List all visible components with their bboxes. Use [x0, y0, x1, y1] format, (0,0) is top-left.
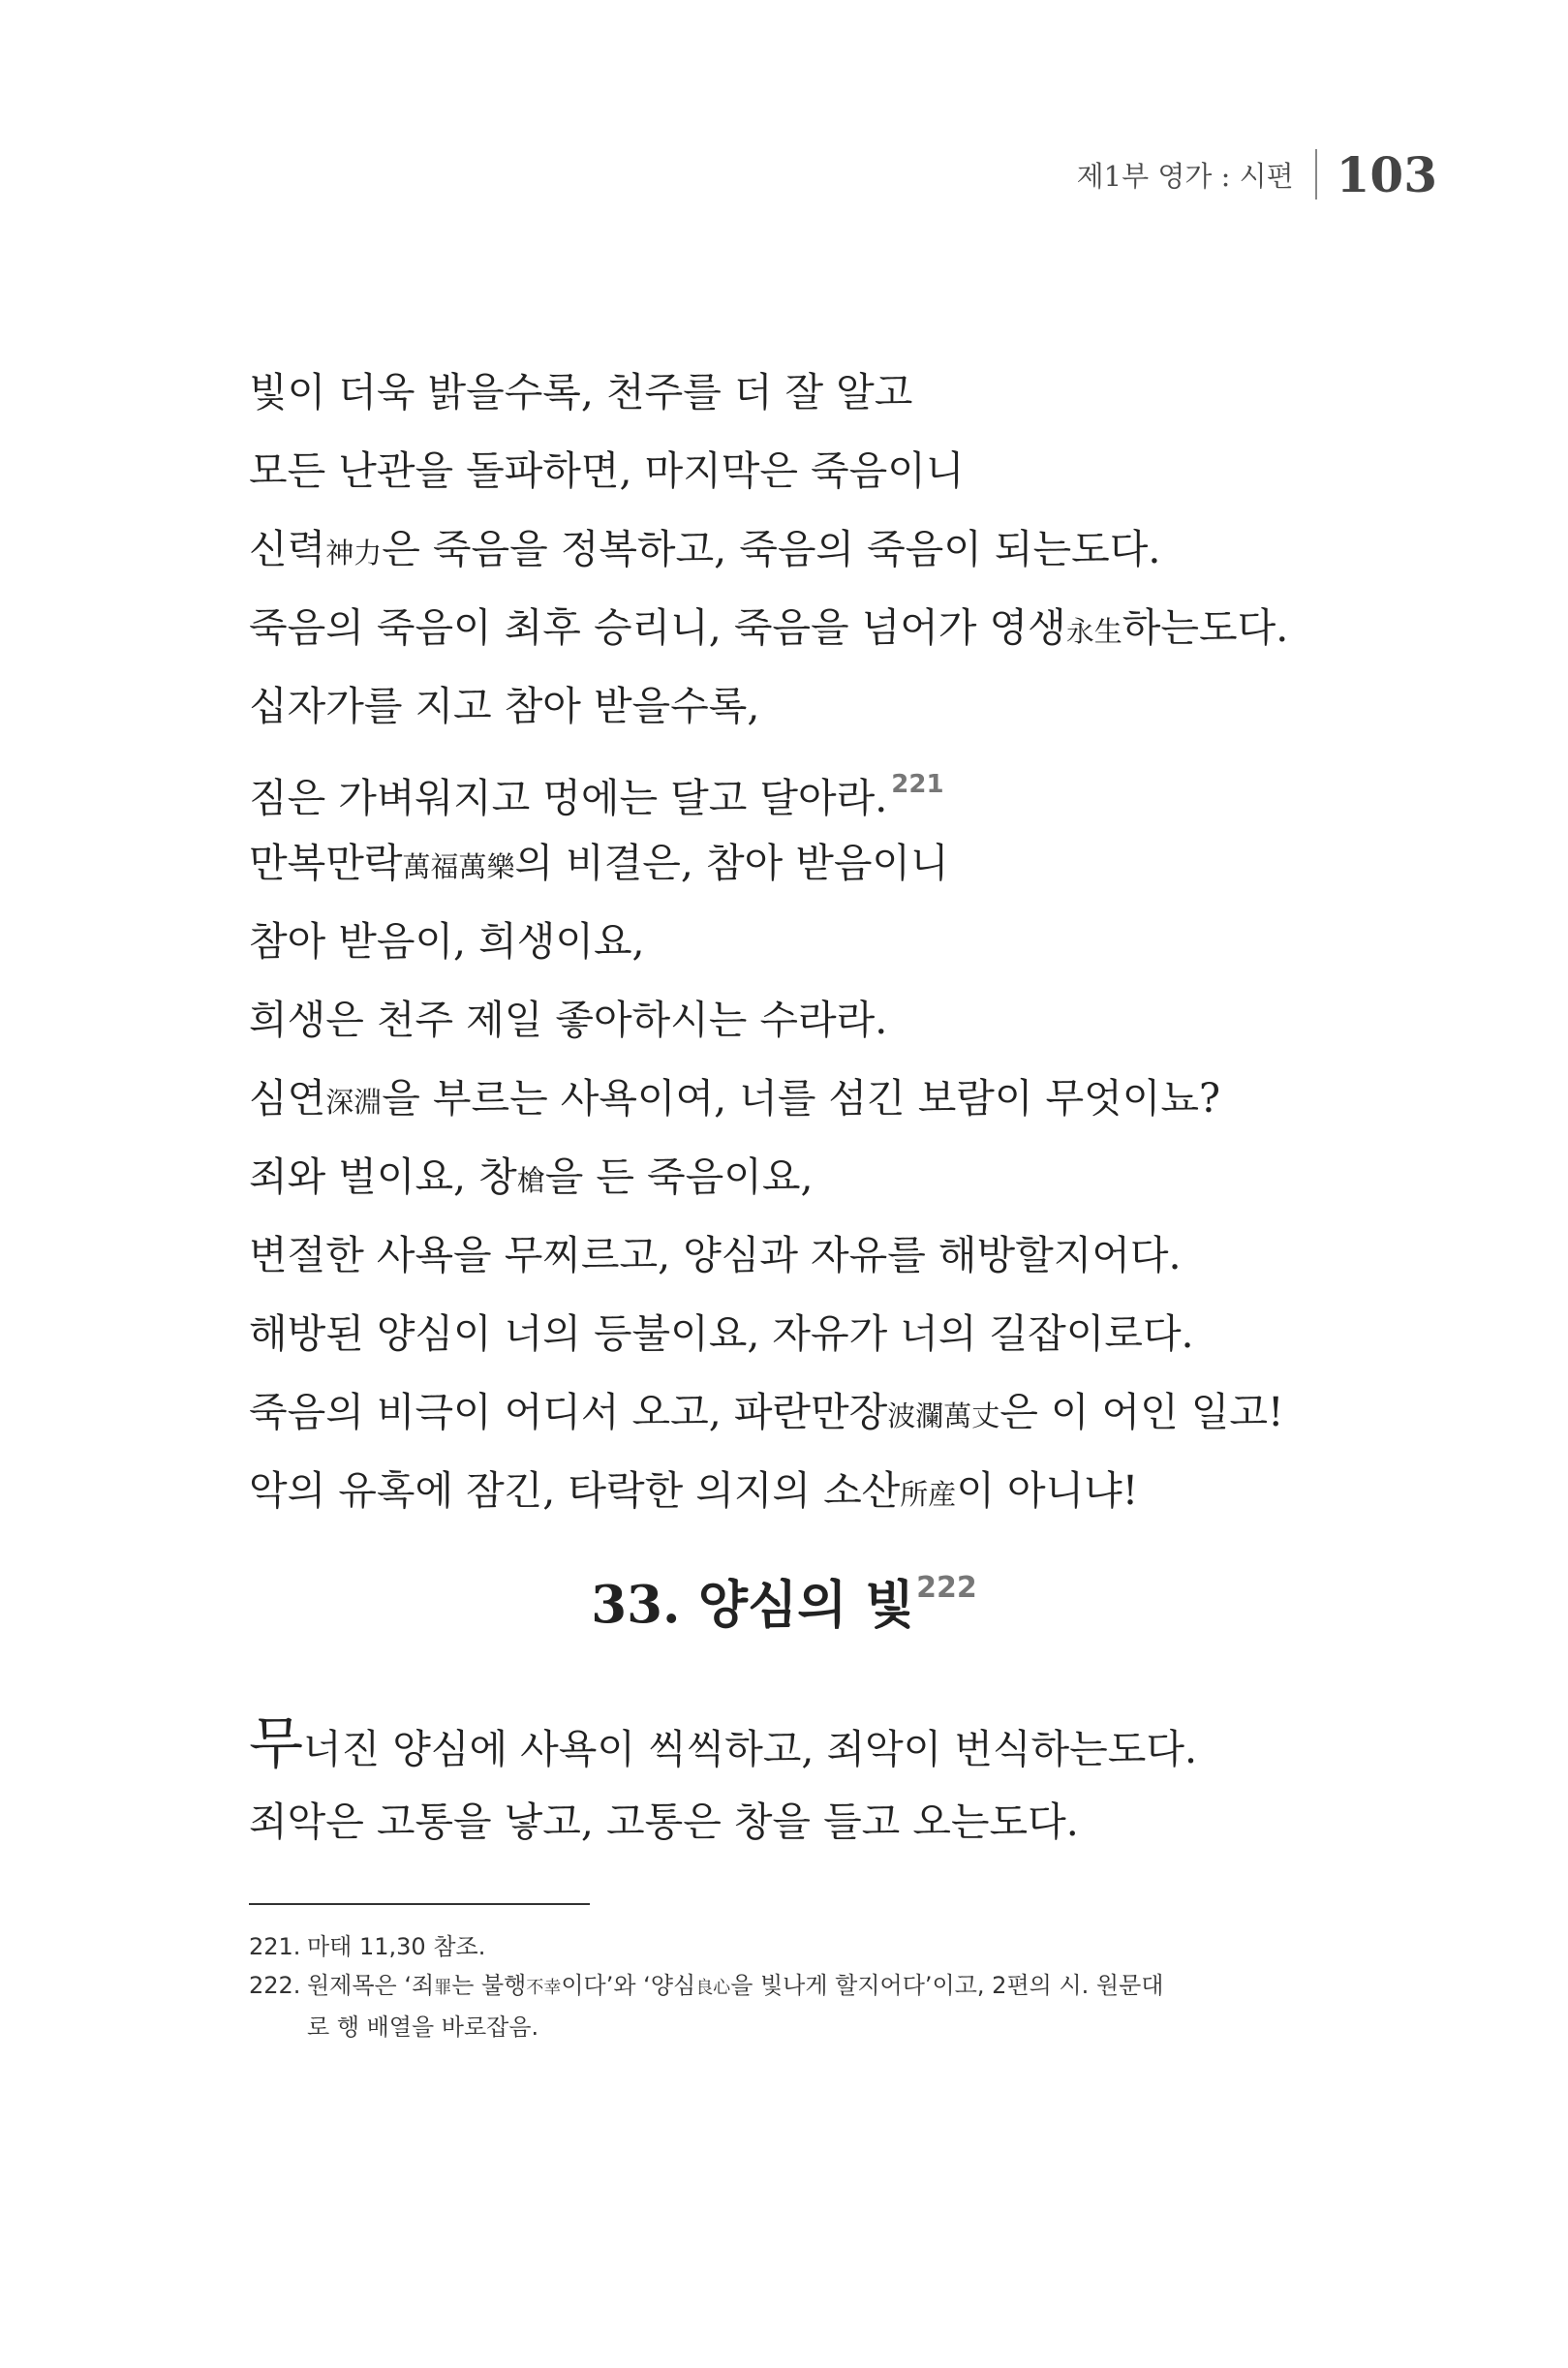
footnote-text-part: 을 빛나게 할지어다’이고, 2편의 시. 원문대 [730, 1972, 1164, 1999]
line-text: 악의 유혹에 잠긴, 타락한 의지의 소산 [249, 1467, 901, 1514]
footnote-item [249, 1966, 1324, 2046]
poem-line [249, 589, 1440, 667]
hanja-gloss: 神力 [325, 537, 383, 569]
poem-line [249, 1705, 1440, 1783]
poem-line: 빛이 더욱 밝을수록, 천주를 더 잘 알고 [249, 369, 913, 415]
poem-line [249, 1373, 1440, 1452]
footnote-divider [249, 1903, 590, 1905]
hanja-gloss: 永生 [1065, 615, 1122, 648]
poem-line [249, 1452, 1440, 1530]
poem-line [249, 1138, 1440, 1216]
running-header [1077, 145, 1437, 203]
page-number: 103 [1336, 145, 1437, 203]
hanja-gloss: 良心 [695, 1978, 731, 1998]
line-text: 하는도다. [1122, 604, 1289, 651]
line-text: 신력 [249, 526, 326, 572]
line-text: 죄와 벌이요, 창 [249, 1153, 517, 1200]
section-title-text: 33. 양심의 빛 [591, 1575, 915, 1635]
footnote-item [249, 1927, 1324, 1966]
line-text: 만복만락 [249, 840, 403, 886]
hanja-gloss: 槍 [516, 1164, 545, 1197]
poem-line: 희생은 천주 제일 좋아하시는 수라라. [249, 997, 888, 1043]
poem-line [249, 1060, 1440, 1138]
hanja-gloss: 深淵 [325, 1086, 383, 1119]
section-title [0, 1564, 1568, 1638]
line-text: 이 아니냐! [956, 1467, 1139, 1514]
footnote-number: 222. [249, 1972, 301, 1999]
footnote-ref[interactable]: 222 [916, 1571, 977, 1605]
footnote-text-part: 로 행 배열을 바로잡음. [307, 2014, 539, 2041]
footnote-text-part: 는 불행 [451, 1972, 527, 1999]
line-text: 짐은 가벼워지고 멍에는 달고 달아라. [249, 775, 888, 821]
running-title: 제1부 영가 : 시편 [1076, 159, 1294, 193]
line-text: 은 죽음을 정복하고, 죽음의 죽음이 되는도다. [382, 526, 1161, 572]
poem-line: 십자가를 지고 참아 받을수록, [249, 683, 760, 729]
poem-line [249, 824, 1440, 903]
poem-line: 해방된 양심이 너의 등불이요, 자유가 너의 길잡이로다. [249, 1310, 1194, 1357]
section-body [249, 1705, 1440, 1861]
line-text: 의 비결은, 참아 받음이니 [514, 840, 949, 886]
line-text: 죽음의 비극이 어디서 오고, 파란만장 [249, 1389, 888, 1435]
hanja-gloss: 不幸 [526, 1978, 562, 1998]
hanja-gloss: 萬福萬樂 [402, 850, 515, 883]
poem-line [249, 746, 1440, 824]
poem-body [249, 354, 1440, 1530]
poem-line [249, 510, 1440, 589]
hanja-gloss: 所産 [900, 1478, 957, 1511]
poem-line: 변절한 사욕을 무찌르고, 양심과 자유를 해방할지어다. [249, 1232, 1182, 1278]
line-text: 죽음의 죽음이 최후 승리니, 죽음을 넘어가 영생 [249, 604, 1066, 651]
poem-line: 죄악은 고통을 낳고, 고통은 창을 들고 오는도다. [249, 1799, 1079, 1845]
footnote-ref[interactable]: 221 [891, 770, 944, 799]
footnotes [249, 1927, 1324, 2046]
footnote-text-part: 이다’와 ‘양심 [561, 1972, 696, 1999]
line-text: 은 이 어인 일고! [999, 1389, 1284, 1435]
footnote-text: 마태 11,30 참조. [307, 1933, 486, 1960]
line-text: 너진 양심에 사욕이 씩씩하고, 죄악이 번식하는도다. [303, 1726, 1197, 1772]
poem-line: 모든 난관을 돌파하면, 마지막은 죽음이니 [249, 447, 965, 494]
line-text: 심연 [249, 1075, 326, 1122]
header-divider [1315, 149, 1317, 200]
footnote-number: 221. [249, 1933, 301, 1960]
footnote-text [307, 1966, 1324, 2046]
hanja-gloss: 罪 [434, 1978, 452, 1998]
line-text: 을 부르는 사욕이여, 너를 섬긴 보람이 무엇이뇨? [382, 1075, 1220, 1122]
drop-cap: 무 [249, 1710, 304, 1776]
hanja-gloss: 波瀾萬丈 [887, 1399, 1000, 1432]
poem-line: 참아 받음이, 희생이요, [249, 918, 645, 965]
line-text: 을 든 죽음이요, [544, 1153, 814, 1200]
footnote-text-part: 원제목은 ‘죄 [307, 1972, 435, 1999]
